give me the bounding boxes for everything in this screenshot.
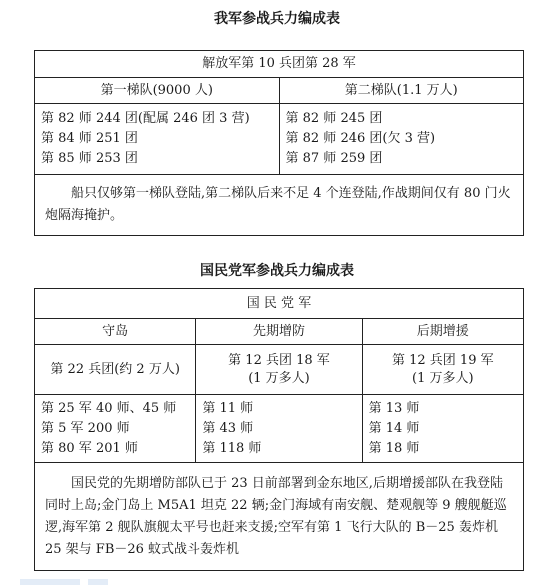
table-cell: 第 82 师 244 团(配属 246 团 3 营) [41,111,250,126]
table2-divisions-late [362,395,523,463]
table2-divisions-defend [35,395,196,463]
table-cell: 第 13 师 [368,400,420,416]
unit-size: (1 万多人) [412,370,474,386]
table1-col-right: 第二梯队(1.1 万人) [279,78,524,104]
bottom-strip [20,579,80,585]
table2-title: 国民党军参战兵力编成表 [200,263,354,279]
table-cell: 第 84 师 251 团 [41,131,138,146]
table-cell: 第 18 师 [368,440,420,456]
table1-second-echelon [279,104,524,175]
table2-col-early: 先期增防 [196,319,362,345]
table-cell: 第 25 军 40 师、45 师 [41,400,177,416]
table1-first-echelon [35,104,280,175]
table2-col-late: 后期增援 [362,319,523,345]
table-cell: 第 82 师 245 团 [285,111,383,126]
table-cell: 第 5 军 200 师 [41,420,130,436]
table1-col-left: 第一梯队(9000 人) [35,78,280,104]
table2-unit-early [196,345,362,395]
unit-name: 第 12 兵团 18 军 [228,352,330,368]
table-cell: 第 43 师 [202,420,254,436]
table-cell: 第 11 师 [202,400,254,416]
table-cell: 第 87 师 259 团 [285,151,383,166]
table1-header: 解放军第 10 兵团第 28 军 [35,51,524,78]
table2-header: 国 民 党 军 [35,289,524,319]
table2-note: 国民党的先期增防部队已于 23 日前部署到金东地区,后期增援部队在我登陆同时上岛;金门岛上 M5A1 坦克 22 辆;金门海域有南安舰、楚观舰等 9 艘舰艇巡逻,海军第 2 舰队旗舰太平号也赶来支援;空军有第 1 飞行大队的 B－25 轰炸机 25 架与 FB－26 蚊式战斗轰炸机 [35,463,524,571]
bottom-strip [88,579,108,585]
table2-unit-late [362,345,523,395]
table2 [34,288,524,571]
unit-size: (1 万多人) [248,370,310,386]
unit-name: 第 12 兵团 19 军 [391,352,494,368]
table1-title: 我军参战兵力编成表 [214,11,340,27]
table1-note: 船只仅够第一梯队登陆,第二梯队后来不足 4 个连登陆,作战期间仅有 80 门火炮隔海掩护。 [35,175,524,236]
unit-name: 第 22 兵团(约 2 万人) [50,361,180,377]
table-cell: 第 82 师 246 团(欠 3 营) [285,131,436,146]
table2-divisions-early [196,395,362,463]
table-cell: 第 14 师 [368,420,420,436]
table-cell: 第 85 师 253 团 [41,151,138,166]
table-cell: 第 80 军 201 师 [41,440,138,456]
table2-unit-defend [35,345,196,395]
table-cell: 第 118 师 [202,440,262,456]
table1 [34,50,524,236]
table2-col-defend: 守岛 [35,319,196,345]
